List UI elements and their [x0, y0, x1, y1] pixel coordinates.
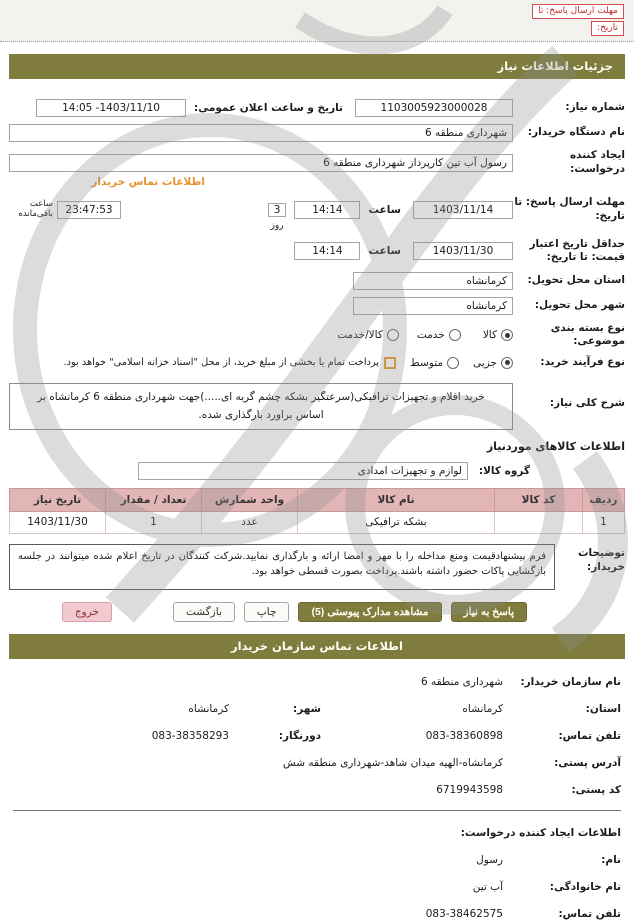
delivery-city-field[interactable]: کرمانشاه: [353, 297, 513, 315]
org-name-label: نام سازمان خریدار:: [520, 675, 621, 688]
creator-lastname-label: نام خانوادگی:: [549, 880, 621, 893]
province-label: استان:: [585, 702, 621, 715]
row-delivery-city: [9, 297, 625, 315]
row-creator-name: [13, 853, 621, 868]
row-package-type: [9, 322, 625, 349]
radio-goods-label: کالا: [482, 329, 497, 342]
price-validity-date-field[interactable]: 1403/11/30: [413, 242, 513, 260]
creator-name-label: نام:: [601, 853, 621, 866]
row-request-creator: [9, 149, 625, 176]
postal-code-value: 6719943598: [436, 783, 503, 796]
row-delivery-province: [9, 272, 625, 290]
print-button[interactable]: چاپ: [244, 602, 290, 622]
need-number-field[interactable]: 1103005923000028: [355, 99, 513, 117]
validation-tooltip-line1: مهلت ارسال پاسخ: تا: [532, 4, 624, 19]
cell-item-code: [495, 511, 583, 533]
row-province-city: [13, 702, 621, 717]
reply-deadline-date-field[interactable]: 1403/11/14: [413, 201, 513, 219]
treasury-note: پرداخت تمام یا بخشی از مبلغ خرید، از محل "اسناد خزانه اسلامی" خواهد بود.: [63, 357, 380, 369]
action-buttons: [9, 602, 625, 622]
city-value: کرمانشاه: [188, 702, 229, 715]
goods-group-label: گروه کالا:: [478, 464, 530, 477]
need-details-form: [9, 79, 625, 622]
need-number-label: شماره نیاز:: [565, 101, 625, 114]
row-buyer-org: [9, 124, 625, 142]
section-divider: [13, 810, 621, 811]
creator-phone-label: تلفن تماس:: [558, 907, 621, 920]
reply-deadline-hour-label: ساعت: [368, 203, 401, 216]
goods-group-field[interactable]: لوازم و تجهیزات امدادی: [138, 462, 468, 480]
validation-tooltip-line2: تاریخ:: [591, 21, 624, 36]
reply-deadline-time-field[interactable]: 14:14: [294, 201, 360, 219]
delivery-province-label: استان محل تحویل:: [527, 274, 625, 287]
cell-need-date: 1403/11/30: [10, 511, 106, 533]
remaining-days-label: روز: [270, 220, 284, 231]
row-creator-lastname: [13, 880, 621, 895]
creator-name-value: رسول: [476, 853, 503, 866]
row-org-name: [13, 675, 621, 690]
price-validity-label: حداقل تاریخ اعتبار قیمت: تا تاریخ:: [529, 237, 625, 264]
buyer-contact-link[interactable]: اطلاعات تماس خریدار: [91, 176, 205, 189]
goods-table-header-row: [10, 488, 625, 511]
fax-label: دورنگار:: [278, 729, 321, 742]
goods-info-heading: اطلاعات کالاهای موردنیاز: [486, 439, 625, 453]
cell-row-number: 1: [583, 511, 625, 533]
radio-goods-service[interactable]: [387, 329, 399, 341]
buyer-contact-section: [9, 659, 625, 922]
purchase-process-label: نوع فرآیند خرید:: [540, 356, 625, 369]
row-postal-code: [13, 783, 621, 798]
remaining-hours-field[interactable]: 23:47:53: [57, 201, 121, 219]
request-creator-label: ایجاد کننده درخواست:: [569, 149, 625, 175]
cell-unit: عدد: [202, 511, 298, 533]
row-goods-group: [9, 462, 530, 480]
col-header-need-date: تاریخ نیاز: [10, 488, 106, 511]
announce-datetime-label: تاریخ و ساعت اعلان عمومی:: [194, 102, 343, 114]
delivery-province-field[interactable]: کرمانشاه: [353, 272, 513, 290]
org-name-value: شهرداری منطقه 6: [420, 675, 503, 688]
section-header-details: جزئیات اطلاعات نیاز: [9, 54, 625, 79]
radio-minor-label: جزیی: [473, 356, 497, 369]
row-need-number: [9, 99, 625, 117]
cell-quantity: 1: [106, 511, 202, 533]
col-header-item-code: کد کالا: [495, 488, 583, 511]
goods-table: [9, 488, 625, 534]
remaining-days-field[interactable]: 3: [268, 203, 287, 217]
creator-phone-value: 083-38462575: [425, 907, 503, 920]
buyer-org-label: نام دستگاه خریدار:: [527, 126, 625, 139]
postal-address-label: آدرس پستی:: [554, 756, 621, 769]
treasury-checkbox[interactable]: [384, 357, 396, 369]
radio-minor[interactable]: [501, 357, 513, 369]
remaining-hours-label: ساعت باقی‌مانده: [18, 199, 53, 219]
row-need-description: [9, 383, 625, 430]
radio-medium-label: متوسط: [410, 356, 444, 369]
creator-info-heading: اطلاعات ایجاد کننده درخواست:: [460, 826, 621, 839]
row-postal-address: [13, 756, 621, 771]
reply-deadline-label: مهلت ارسال پاسخ: تا تاریخ:: [514, 196, 625, 222]
province-value: کرمانشاه: [462, 702, 503, 715]
radio-service-label: خدمت: [416, 329, 445, 342]
buyer-org-field[interactable]: شهرداری منطقه 6: [9, 124, 513, 142]
section-header-buyer-contact: اطلاعات تماس سازمان خریدار: [9, 634, 625, 659]
radio-goods[interactable]: [501, 329, 513, 341]
buyer-notes-label: توضیحات خریدار:: [577, 546, 625, 573]
need-description-box: خرید اقلام و تجهیزات ترافیکی(سرعتگیر بشکه چشم گربه ای.....)جهت شهرداری منطقه 6 کرمانشاه بر اساس براورد بارگذاری شده.: [9, 383, 513, 430]
phone-value: 083-38360898: [425, 729, 503, 742]
postal-address-value: کرمانشاه-الهیه میدان شاهد-شهرداری منطقه شش: [282, 756, 503, 769]
row-purchase-process: [9, 356, 625, 370]
creator-lastname-value: آب تین: [472, 880, 503, 893]
radio-medium[interactable]: [447, 357, 459, 369]
price-validity-hour-label: ساعت: [368, 245, 401, 258]
exit-button[interactable]: خروج: [62, 602, 112, 622]
row-phone-fax: [13, 729, 621, 744]
row-reply-deadline: [9, 196, 625, 231]
price-validity-time-field[interactable]: 14:14: [294, 242, 360, 260]
col-header-quantity: تعداد / مقدار: [106, 488, 202, 511]
table-row: [10, 511, 625, 533]
request-creator-field[interactable]: رسول آب تین کارپرداز شهرداری منطقه 6: [9, 154, 513, 172]
postal-code-label: کد پستی:: [571, 783, 621, 796]
buyer-notes-box: فرم پیشنهادقیمت ومنع مداخله را با مهر و امضا ارائه و بارگذاری نمایید.شرکت کنندگان در تاریخ اعلام شده میتوانند در جلسه بازگشایی پاکات حضور داشته باشند.پرداخت بصورت قسطی خواهد بود.: [9, 544, 555, 590]
cell-item-name: بشکه ترافیکی: [298, 511, 495, 533]
back-button[interactable]: بازگشت: [173, 602, 235, 622]
phone-label: تلفن تماس:: [558, 729, 621, 742]
package-type-label: نوع بسته بندی موضوعی:: [550, 321, 625, 348]
announce-datetime-field[interactable]: 14:05 -1403/11/10: [36, 99, 186, 117]
row-creator-phone: [13, 907, 621, 922]
row-buyer-notes: [9, 544, 625, 590]
col-header-unit: واحد شمارش: [202, 488, 298, 511]
radio-goods-service-label: کالا/خدمت: [337, 329, 383, 342]
col-header-item-name: نام کالا: [298, 488, 495, 511]
need-description-label: شرح کلی نیاز:: [549, 396, 625, 409]
row-price-validity: [9, 238, 625, 265]
delivery-city-label: شهر محل تحویل:: [534, 299, 625, 312]
col-header-row-number: ردیف: [583, 488, 625, 511]
top-strip: [0, 0, 634, 42]
reply-to-need-button[interactable]: پاسخ به نیاز: [451, 602, 527, 622]
city-label: شهر:: [293, 702, 321, 715]
fax-value: 083-38358293: [151, 729, 229, 742]
view-attachments-button[interactable]: مشاهده مدارک پیوستی (5): [298, 602, 441, 622]
radio-service[interactable]: [449, 329, 461, 341]
